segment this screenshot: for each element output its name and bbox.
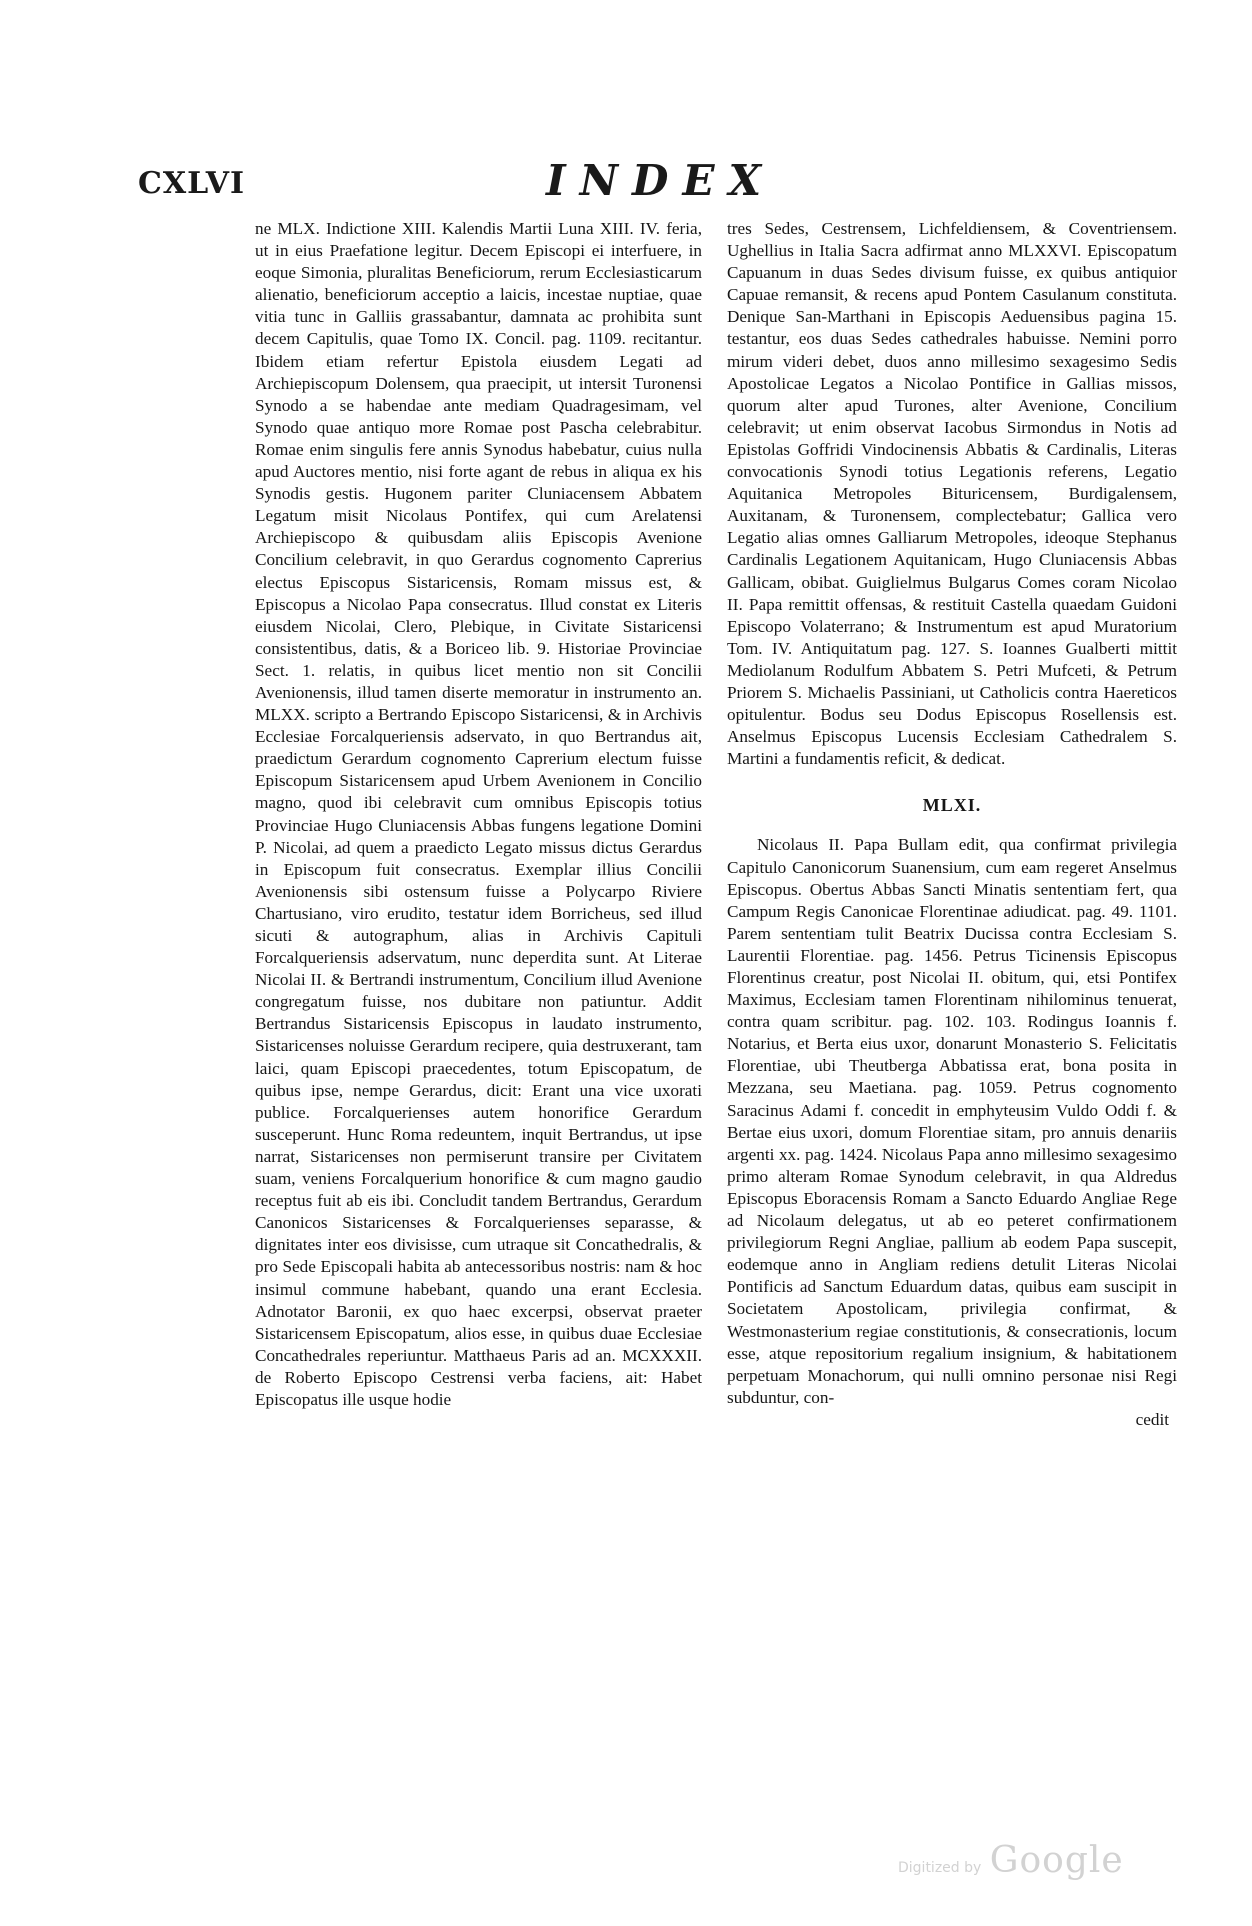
left-column-text: ne MLX. Indictione XIII. Kalendis Martii Luna XIII. IV. feria, ut in eius Praefatione legitur. Decem Episcopi ei interfuere, in eoque Simonia, pluralitas Beneficiorum, rerum Ecclesiasticarum alienatio, beneficiorum acceptio a laicis, incestae nuptiae, quae vitia tunc in Galliis grassabantur, damnata ac prohibita sunt decem Capitulis, quae Tomo IX. Concil. pag. 1109. recitantur. Ibidem etiam refertur Epistola eiusdem Legati ad Archiepiscopum Dolensem, qua praecipit, ut intersit Turonensi Synodo a se habendae ante mediam Quadragesimam, vel Synodo quae antiquo more Romae post Pascha celebrabitur. Romae enim singulis fere annis Synodus habebatur, cuius nulla apud Auctores mentio, nisi forte agant de rebus in aliqua ex his Synodis gestis. Hugonem pariter Cluniacensem Abbatem Legatum misit Nicolaus Pontifex, qui cum Arelatensi Archiepiscopo & quibusdam aliis Episcopis Avenione Concilium celebravit, in quo Gerardus cognomento Caprerius electus Episcopus Sistaricensis, Romam missus est, & Episcopus a Nicolao Papa consecratus. Illud constat ex Literis eiusdem Nicolai, Clero, Plebique, in Civitate Sistaricensi consistentibus, datis, & a Boriceo lib. 9. Historiae Provinciae Sect. 1. relatis, in quibus licet mentio non sit Concilii Avenionensis, illud tamen diserte memoratur in instrumento an. MLXX. scripto a Bertrando Episcopo Sistaricensi, & in Archivis Ecclesiae Forcalqueriensis adservato, in quo Bertrandus ait, praedictum Gerardum cognomento Caprerium electum fuisse Episcopum Sistaricensem apud Urbem Avenionem in Concilio magno, quod ibi celebravit cum omnibus Episcopis totius Provinciae Hugo Cluniacensis Abbas fungens legatione Domini P. Nicolai, ad quem a praedicto Legato missus dictus Gerardus in Episcopum fuit consecratus. Exemplar illius Concilii Avenionensis sibi ostensum fuisse a Polycarpo Riviere Chartusiano, viro erudito, testatur idem Borricheus, sed illud sicuti & autographum, alias in Archivis Capituli Forcalqueriensis adservatum, nunc deperdita sunt. At Literae Nicolai II. & Bertrandi instrumentum, Concilium illud Avenione congregatum fuisse, nos dubitare non patiuntur. Addit Bertrandus Sistaricensis Episcopus in laudato instrumento, Sistaricenses noluisse Gerardum recipere, quia destruxerant, tam laici, quam Episcopi praecedentes, totum Episcopatum, de quibus ipse, nempe Gerardus, dicit: Erant una vice uxorati publice. Forcalquerienses autem honorifice Gerardum susceperunt. Hunc Roma redeuntem, inquit Bertrandus, ut ipse narrat, Sistaricenses non permiserunt transire per Civitatem suam, veniens Forcalquerium honorifice & cum magno gaudio receptus fuit ab eis ibi. Concludit tandem Bertrandus, Gerardum Canonicos Sistaricenses & Forcalquerienses separasse, & dignitates inter eos divisisse, cum utraque sit Concathedralis, & pro Sede Episcopali habita ab antecessoribus nostris: nam & hoc insimul commune habebant, quando una erant Ecclesia. Adnotator Baronii, ex quo haec excerpsi, observat praeter Sistaricensem Episcopatum, alios esse, in quibus duae Ecclesiae Concathedrales reperiuntur. Matthaeus Paris ad an. MCXXXII. de Roberto Episcopo Cestrensi verba faciens, ait: Habet Episcopatus ille usque hodie bbox=[255, 219, 702, 1409]
section-heading: MLXI. bbox=[922, 795, 982, 816]
watermark-prefix: Digitized by bbox=[898, 1860, 982, 1876]
right-column-text-1: tres Sedes, Cestrensem, Lichfeldiensem, & Coventriensem. Ughellius in Italia Sacra adfirmat anno MLXXVI. Episcopatum Capuanum in duas Sedes divisum fuisse, ex quibus antiquior Capuae remansit, & recens apud Pontem Casulanum constituta. Denique San-Marthani in Episcopis Aeduensibus pagina 15. testantur, eos duas Sedes cathedrales habuisse. Nemini porro mirum videri debet, duos anno millesimo sexagesimo Sedis Apostolicae Legatos a Nicolao Pontifice in Gallias missos, quorum alter apud Turones, alter Avenione, Concilium celebravit; ut enim observat Iacobus Sirmondus in Notis ad Epistolas Goffridi Vindocinensis Abbatis & Cardinalis, Literas convocationis Synodi totius Legationis referens, Legatio Aquitanica Metropoles Bituricensem, Burdigalensem, Auxitanam, & Turonensem, complectebatur; Gallica vero Legatio alias omnes Galliarum Metropoles, ideoque Stephanus Cardinalis Legationem Aquitanicam, Hugo Cluniacensis Abbas Gallicam, obibat. Guiglielmus Bulgarus Comes coram Nicolao II. Papa remittit offensas, & restituit Castella quaedam Guidoni Episcopo Volaterrano; & Instrumentum est apud Muratorium Tom. IV. Antiquitatum pag. 127. S. Ioannes Gualberti mittit Mediolanum Rodulfum Abbatem S. Petri Mufceti, & Petrum Priorem S. Michaelis Passiniani, ut Catholicis contra Haereticos opitulentur. Bodus seu Dodus Episcopus Rosellensis est. Anselmus Episcopus Lucensis Ecclesiam Cathedralem S. Martini a fundamentis reficit, & dedicat. bbox=[727, 219, 1177, 769]
running-head: INDEX bbox=[546, 156, 776, 205]
watermark-brand: Google bbox=[989, 1840, 1124, 1881]
right-column bbox=[727, 218, 1177, 1431]
catchword: cedit bbox=[1135, 1409, 1169, 1429]
left-column bbox=[255, 218, 702, 1411]
digitization-watermark bbox=[898, 1840, 1124, 1881]
right-column-text-2: Nicolaus II. Papa Bullam edit, qua confirmat privilegia Capitulo Canonicorum Suanensium, cum eam regeret Anselmus Episcopus. Obertus Abbas Sancti Minatis sententiam fert, qua Campum Regis Canonicae Florentinae adiudicat. pag. 49. 1101. Parem sententiam tulit Beatrix Ducissa contra Ecclesiam S. Laurentii Florentiae. pag. 1456. Petrus Ticinensis Episcopus Florentinus creatur, post Nicolai II. obitum, qui, etsi Pontifex Maximus, Ecclesiam tamen Florentinam nihilominus tenuerat, contra quam scribitur. pag. 102. 103. Rodingus Ioannis f. Notarius, et Berta eius uxor, donarunt Monasterio S. Felicitatis Florentiae, ubi Theutberga Abbatissa erat, bona posita in Mezzana, seu Maetiana. pag. 1059. Petrus cognomento Saracinus Adami f. concedit in emphyteusim Vuldo Oddi f. & Bertae eius uxori, domum Florentiae sitam, pro annuis denariis argenti xx. pag. 1424. Nicolaus Papa anno millesimo sexagesimo primo alteram Romae Synodum celebravit, in qua Aldredus Episcopus Eboracensis Romam a Sancto Eduardo Angliae Rege ad Nicolaum delegatus, ut ab eo peteret confirmationem privilegiorum Regni Angliae, pallium ab eodem Papa suscepit, eodemque anno in Angliam rediens detulit Literas Nicolai Pontificis ad Sanctum Eduardum datas, quibus eam suscipit in Societatem Apostolicam, privilegia confirmat, & Westmonasterium regiae constitutionis, & consecrationis, locum esse, atque repositorium regalium insignium, & habitationem perpetuam Monachorum, qui nulli omnino personae nisi Regi subduntur, con- bbox=[727, 835, 1177, 1407]
page-number: CXLVI bbox=[138, 166, 245, 201]
